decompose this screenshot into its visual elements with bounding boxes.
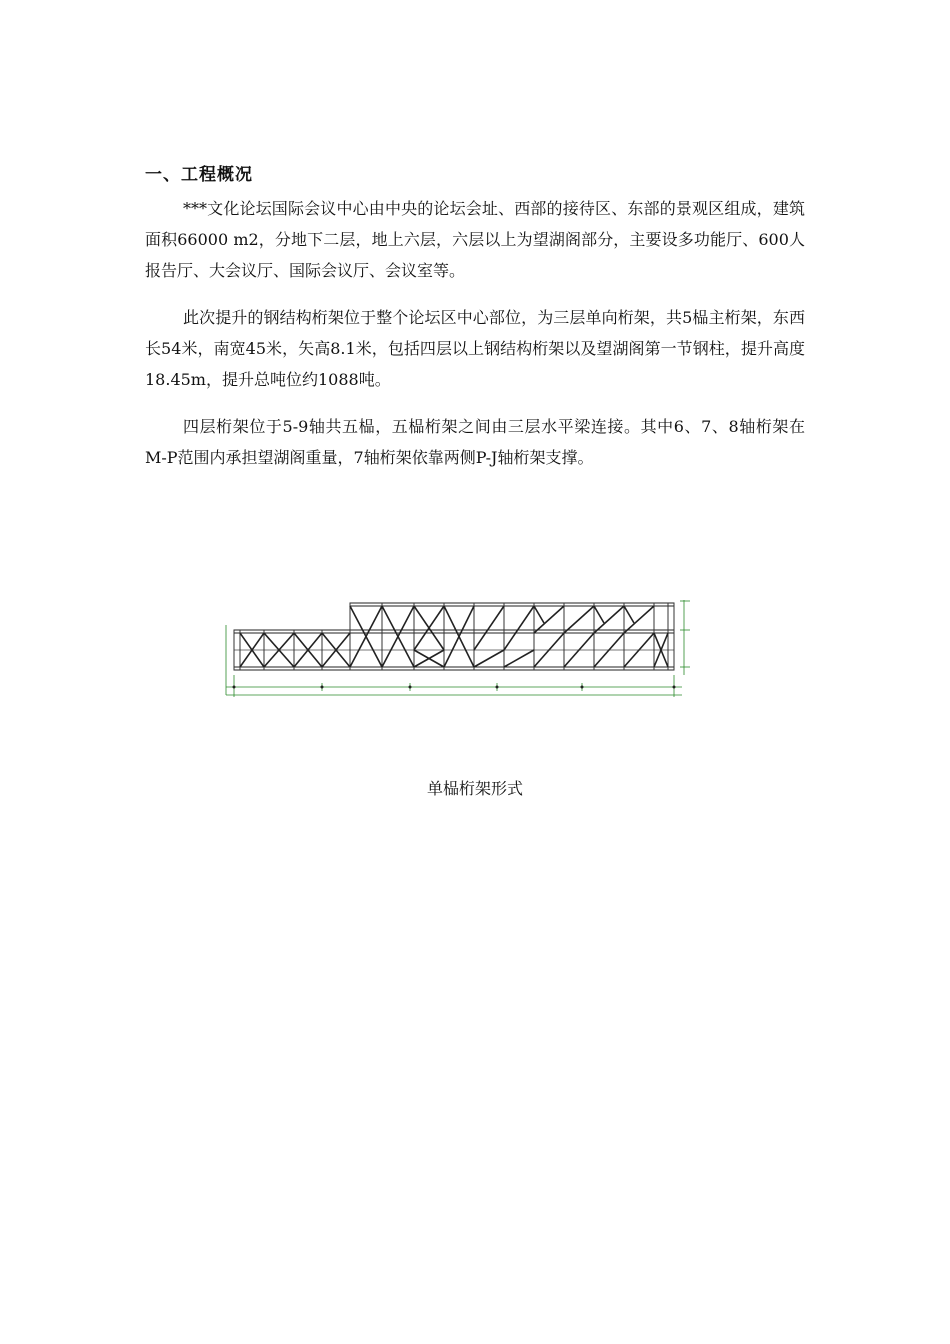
section-heading: 一、工程概况 bbox=[145, 165, 253, 185]
figure-caption: 单榀桁架形式 bbox=[426, 779, 523, 798]
truss-diagonals bbox=[240, 606, 668, 667]
paragraph-truss-layout: 四层桁架位于5-9轴共五榀，五榀桁架之间由三层水平梁连接。其中6、7、8轴桁架在M-P范围内承担望湖阁重量，7轴桁架依靠两侧P-J轴桁架支撑。 bbox=[145, 417, 805, 467]
paragraph-truss-description: 此次提升的钢结构桁架位于整个论坛区中心部位，为三层单向桁架，共5榀主桁架，东西长54米，南宽45米，矢高8.1米，包括四层以上钢结构桁架以及望湖阁第一节钢柱，提升高度18.45m，提升总吨位约1088吨。 bbox=[145, 308, 805, 389]
paragraph-overview: ***文化论坛国际会议中心由中央的论坛会址、西部的接待区、东部的景观区组成，建筑面积66000 m2，分地下二层，地上六层，六层以上为望湖阁部分，主要设多功能厅、600人报告厅、大会议厅、国际会议厅、会议室等。 bbox=[145, 199, 805, 280]
dimension-lines bbox=[226, 600, 690, 697]
truss-elevation-drawing bbox=[222, 595, 692, 710]
